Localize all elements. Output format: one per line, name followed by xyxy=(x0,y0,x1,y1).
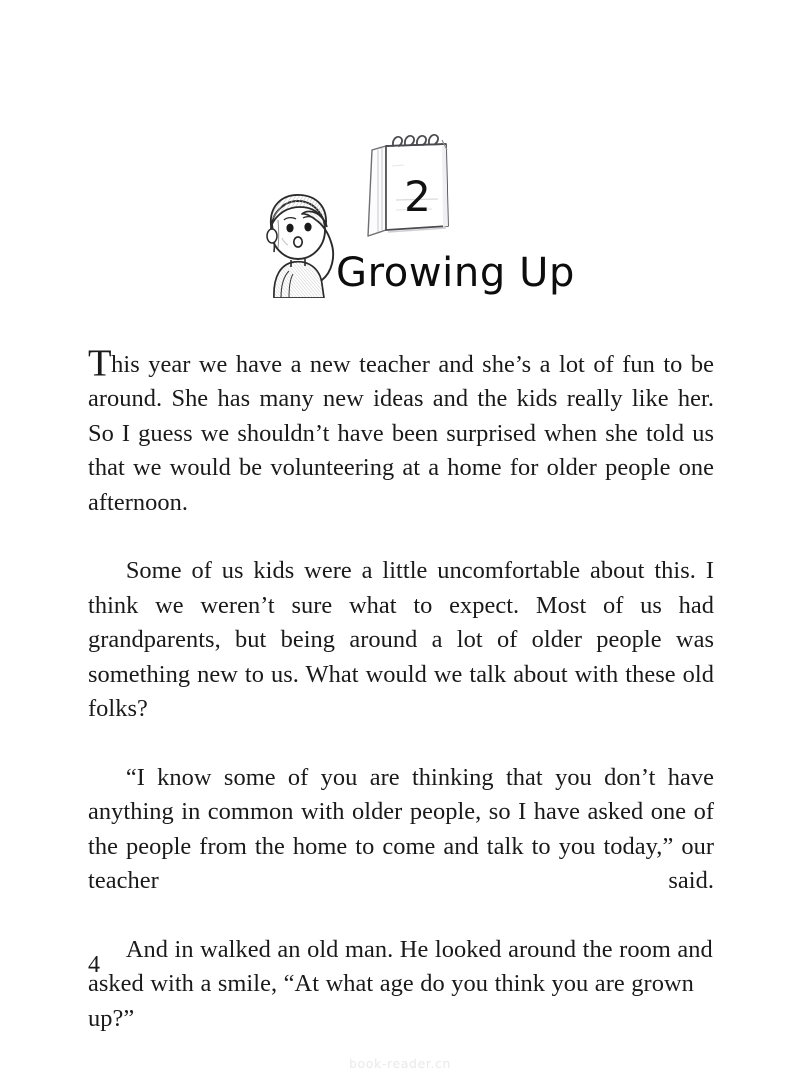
child-scratching-head-icon xyxy=(248,180,348,298)
paragraph-3 xyxy=(88,761,714,933)
paragraph-1-text: his year we have a new teacher and she’s a lot of fun to be around. She has many new ideas and the kids really like her. So I guess we shouldn’t have been surprised when she told us that we would be volunteering at a home for older people one afternoon. xyxy=(88,351,714,516)
desk-calendar-icon xyxy=(352,126,464,251)
chapter-number: 2 xyxy=(404,172,430,221)
paragraph-2-text: Some of us kids were a little uncomfortable about this. I think we weren’t sure what to expect. Most of us had grandparents, but being around a lot of older people was something new to us. What would we talk about with these old folks? xyxy=(88,557,714,723)
page-number: 4 xyxy=(88,952,100,978)
body-text xyxy=(88,342,714,1071)
site-watermark: book-reader.cn xyxy=(349,1056,451,1071)
chapter-header xyxy=(0,118,800,318)
drop-cap: T xyxy=(88,342,112,385)
paragraph-4 xyxy=(88,933,714,1071)
chapter-title: Growing Up xyxy=(336,250,575,296)
paragraph-2 xyxy=(88,554,714,760)
paragraph-3-text: “I know some of you are thinking that you don’t have anything in common with older people, so I have asked one of the people from the home to come and talk to you today,” our teacher said. xyxy=(88,763,714,895)
paragraph-4-text: And in walked an old man. He looked around the room and asked with a smile, “At what age do you think you are grown up?” xyxy=(88,935,713,1032)
paragraph-1 xyxy=(88,342,714,554)
